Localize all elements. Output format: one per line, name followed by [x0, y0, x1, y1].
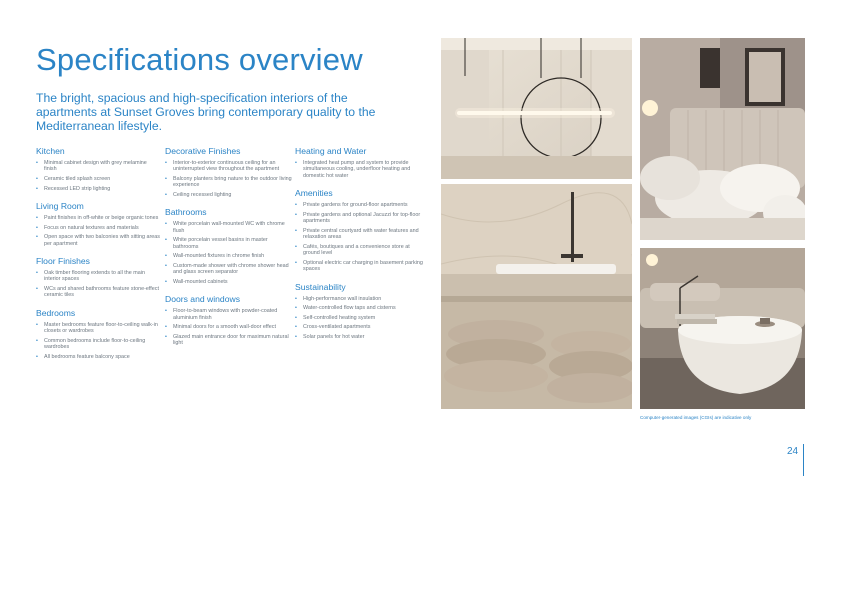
list-item: • White porcelain vessel basins in master bathrooms — [165, 237, 293, 250]
living-room-coffee-table-photo — [640, 248, 805, 409]
list-item: • Optional electric car charging in basement parking spaces — [295, 260, 423, 273]
list-item: • Self-controlled heating system — [295, 315, 423, 321]
section-decorative-finishes — [165, 146, 293, 198]
list-item: • Private central courtyard with water features and relaxation areas — [295, 228, 423, 241]
list-item: • Wall-mounted fixtures in chrome finish — [165, 253, 293, 259]
list-item: • Ceramic tiled splash screen — [36, 176, 160, 182]
page-number-divider — [803, 444, 804, 476]
spec-column-3 — [295, 146, 423, 349]
list-item: • Water-controlled flow taps and cisterns — [295, 305, 423, 311]
section-sustainability — [295, 282, 423, 341]
section-heading: Amenities — [295, 188, 333, 199]
list-item: • Floor-to-beam windows with powder-coated aluminium finish — [165, 308, 293, 321]
section-heating-and-water — [295, 146, 423, 179]
section-heading: Doors and windows — [165, 294, 240, 305]
list-item: • Glazed main entrance door for maximum natural light — [165, 334, 293, 347]
bedroom-pillows-photo — [640, 38, 805, 240]
list-item: • Focus on natural textures and materials — [36, 225, 160, 231]
list-item: • WCs and shared bathrooms feature stone-effect ceramic tiles — [36, 286, 160, 299]
section-heading: Heating and Water — [295, 146, 367, 156]
list-item: • Solar panels for hot water — [295, 334, 423, 340]
section-heading: Bathrooms — [165, 207, 207, 218]
list-item: • Minimal doors for a smooth wall-door effect — [165, 324, 293, 330]
section-kitchen — [36, 146, 160, 192]
spec-column-1 — [36, 146, 160, 369]
image-disclaimer-caption: Computer-generated images (CGIs) are indicative only — [640, 415, 752, 420]
list-item: • All bedrooms feature balcony space — [36, 354, 160, 360]
section-bedrooms — [36, 308, 160, 360]
section-heading: Sustainability — [295, 281, 346, 292]
list-item: • Balcony planters bring nature to the outdoor living experience — [165, 176, 293, 189]
section-heading: Living Room — [36, 201, 84, 211]
list-item: • Integrated heat pump and system to provide simultaneous cooling, underfloor heating and domestic hot water — [295, 160, 423, 179]
section-heading: Bedrooms — [36, 307, 76, 318]
intro-paragraph: The bright, spacious and high-specification interiors of the apartments at Sunset Groves bring contemporary quality to the Mediterranean lifestyle. — [36, 91, 376, 134]
list-item: • Master bedrooms feature floor-to-ceiling walk-in closets or wardrobes — [36, 322, 160, 335]
pendant-light-photo — [441, 38, 632, 179]
spec-column-2 — [165, 146, 293, 356]
list-item: • Paint finishes in off-white or beige organic tones — [36, 215, 160, 221]
list-item: • Private gardens and optional Jacuzzi for top-floor apartments — [295, 212, 423, 225]
list-item: • Minimal cabinet design with grey melamine finish — [36, 160, 160, 173]
section-heading: Decorative Finishes — [165, 146, 241, 156]
list-item: • Ceiling recessed lighting — [165, 192, 293, 198]
list-item: • High-performance wall insulation — [295, 296, 423, 302]
section-heading: Kitchen — [36, 146, 65, 156]
list-item: • Common bedrooms include floor-to-ceiling wardrobes — [36, 338, 160, 351]
page-number: 24 — [787, 446, 799, 457]
section-living-room — [36, 201, 160, 247]
list-item: • Custom-made shower with chrome shower head and glass screen separator — [165, 263, 293, 276]
list-item: • Interior-to-exterior continuous ceiling for an uninterrupted view throughout the apartment — [165, 160, 293, 173]
section-floor-finishes — [36, 256, 160, 299]
list-item: • Cross-ventilated apartments — [295, 324, 423, 330]
list-item: • Oak timber flooring extends to all the main interior spaces — [36, 270, 160, 283]
page-title: Specifications overview — [36, 42, 363, 77]
section-amenities — [295, 188, 423, 272]
list-item: • Open space with two balconies with sitting areas per apartment — [36, 234, 160, 247]
list-item: • Recessed LED strip lighting — [36, 186, 160, 192]
bathroom-basin-towels-photo — [441, 184, 632, 409]
section-doors-and-windows — [165, 294, 293, 346]
list-item: • Private gardens for ground-floor apartments — [295, 202, 423, 208]
list-item: • Wall-mounted cabinets — [165, 279, 293, 285]
section-bathrooms — [165, 207, 293, 285]
section-heading: Floor Finishes — [36, 256, 90, 266]
list-item: • Cafés, boutiques and a convenience store at ground level — [295, 244, 423, 257]
list-item: • White porcelain wall-mounted WC with chrome flush — [165, 221, 293, 234]
